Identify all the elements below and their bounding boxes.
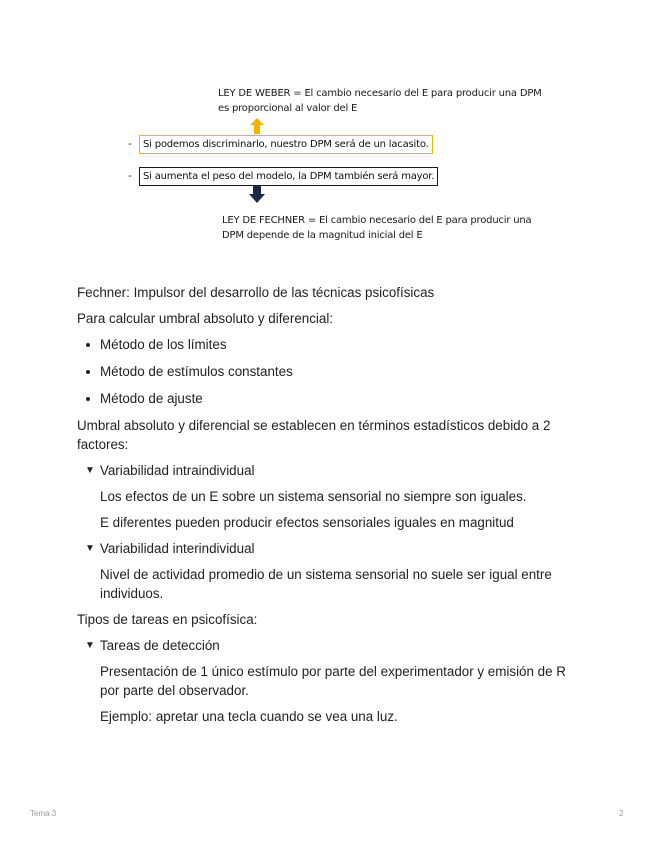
triangle-down-icon[interactable]: ▼ xyxy=(85,543,95,554)
toggle-intraindividual[interactable] xyxy=(85,461,577,480)
dash-marker: - xyxy=(128,138,132,150)
fechner-law-text: LEY DE FECHNER = El cambio necesario del E para producir una DPM depende de la magnitud inicial del E xyxy=(222,215,532,241)
toggle-title: Tareas de detección xyxy=(99,638,220,653)
arrow-down-icon xyxy=(249,185,265,203)
footer-chapter: Tema 3 xyxy=(30,809,57,818)
methods-list xyxy=(77,335,577,408)
list-item: Método de estímulos constantes xyxy=(77,362,577,381)
tasks-intro: Tipos de tareas en psicofísica: xyxy=(77,612,258,627)
weight-box: Si aumenta el peso del modelo, la DPM también será mayor. xyxy=(139,167,438,186)
bullet-dot-icon xyxy=(86,397,90,401)
fechner-line: Fechner: Impulsor del desarrollo de las técnicas psicofísicas xyxy=(77,285,435,300)
bullet-dot-icon xyxy=(86,343,90,347)
toggle-title: Variabilidad interindividual xyxy=(99,541,255,556)
toggle-interindividual[interactable] xyxy=(85,539,577,558)
toggle-deteccion[interactable] xyxy=(85,636,577,655)
diagram-image xyxy=(0,0,655,260)
dash-marker: - xyxy=(128,170,132,182)
umbral-text: Umbral absoluto y diferencial se establecen en términos estadísticos debido a 2 factores: xyxy=(77,418,551,452)
arrow-up-icon xyxy=(250,118,264,134)
toggle-title: Variabilidad intraindividual xyxy=(99,463,255,478)
triangle-down-icon[interactable]: ▼ xyxy=(85,465,95,476)
intra-text-1: Los efectos de un E sobre un sistema sensorial no siempre son iguales. xyxy=(100,489,527,504)
inter-text-1: Nivel de actividad promedio de un sistema sensorial no suele ser igual entre individuos. xyxy=(100,567,552,601)
calc-intro: Para calcular umbral absoluto y diferencial: xyxy=(77,311,334,326)
bullet-dot-icon xyxy=(86,370,90,374)
list-item: Método de los límites xyxy=(77,335,577,354)
discrimination-box: Si podemos discriminarlo, nuestro DPM será de un lacasito. xyxy=(139,135,433,154)
weber-law-text: LEY DE WEBER = El cambio necesario del E para producir una DPM es proporcional al valor del E xyxy=(218,88,542,114)
intra-text-2: E diferentes pueden producir efectos sensoriales iguales en magnitud xyxy=(100,515,514,530)
list-item: Método de ajuste xyxy=(77,389,577,408)
deteccion-text-2: Ejemplo: apretar una tecla cuando se vea una luz. xyxy=(100,709,398,724)
triangle-down-icon[interactable]: ▼ xyxy=(85,640,95,651)
page-content xyxy=(77,283,577,733)
page-number: 2 xyxy=(619,809,624,818)
deteccion-text-1: Presentación de 1 único estímulo por parte del experimentador y emisión de R por parte del observador. xyxy=(100,664,566,698)
